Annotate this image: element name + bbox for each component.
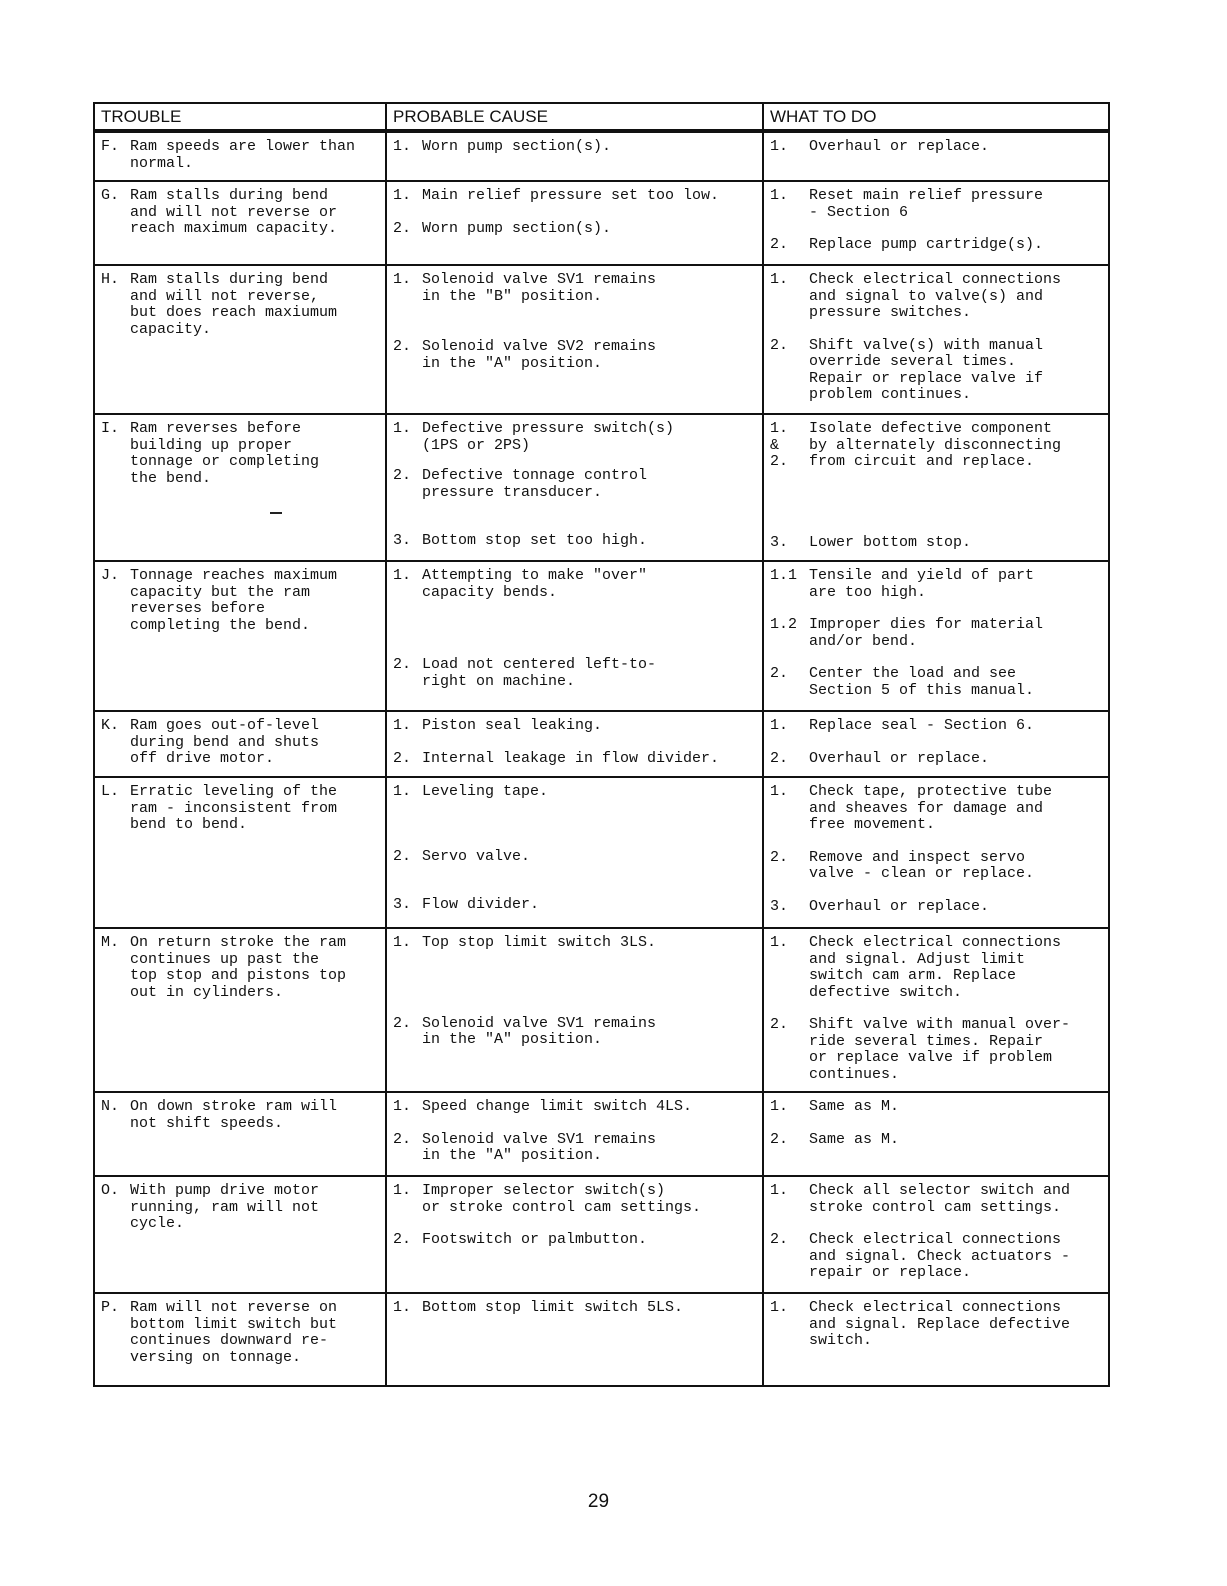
trouble-text: Ram reverses before building up proper tonnage or completing the bend.: [130, 420, 320, 487]
trouble-letter: N.: [101, 1098, 120, 1115]
action-number: 1.: [770, 271, 789, 288]
action-item: [770, 718, 1104, 735]
trouble-cell: [94, 561, 386, 711]
trouble-text: Ram stalls during bend and will not reverse, but does reach maxiumum capacity.: [130, 271, 338, 338]
trouble-cell: [94, 181, 386, 265]
cause-item: [393, 1232, 758, 1249]
trouble-letter: P.: [101, 1299, 120, 1316]
action-item: [770, 666, 1104, 699]
cause-number: 3.: [393, 532, 412, 549]
action-item: [770, 1183, 1104, 1216]
action-text: Check electrical connections and signal. Check actuators - repair or replace.: [809, 1231, 1071, 1281]
what-to-do-cell: [763, 131, 1109, 181]
action-text: Check electrical connections and signal. Replace defective switch.: [809, 1299, 1071, 1349]
cause-item: [393, 1132, 758, 1165]
cause-text: Solenoid valve SV1 remains in the "A" position.: [422, 1130, 657, 1164]
cause-item: [393, 718, 758, 735]
action-text: Overhaul or replace.: [809, 897, 990, 915]
table-row: [94, 1176, 1109, 1293]
action-number: 1.: [770, 717, 789, 734]
action-number: 1.: [770, 187, 789, 204]
cause-number: 2.: [393, 749, 412, 767]
action-number: 1.: [770, 934, 789, 951]
table-row: [94, 561, 1109, 711]
cause-number: 1.: [393, 420, 412, 437]
cause-number: 3.: [393, 896, 412, 913]
what-to-do-cell: [763, 777, 1109, 928]
what-to-do-cell: [763, 561, 1109, 711]
cause-number: 1.: [393, 567, 412, 584]
cause-number: 2.: [393, 847, 412, 865]
action-item: [770, 421, 1104, 471]
cause-text: Improper selector switch(s) or stroke control cam settings.: [422, 1182, 702, 1216]
trouble-letter: O.: [101, 1182, 120, 1199]
cause-text: Piston seal leaking.: [422, 717, 603, 734]
cause-text: Solenoid valve SV2 remains in the "A" position.: [422, 338, 657, 372]
cause-item: [393, 468, 758, 501]
action-text: Lower bottom stop.: [809, 533, 972, 551]
cause-text: Solenoid valve SV1 remains in the "B" position.: [422, 271, 657, 305]
cause-text: Load not centered left-to- right on machine.: [422, 656, 657, 690]
action-text: Isolate defective component by alternately disconnecting from circuit and replace.: [809, 420, 1062, 470]
trouble-cell: [94, 711, 386, 777]
trouble-letter: K.: [101, 717, 120, 734]
what-to-do-cell: [763, 1092, 1109, 1176]
cause-item: [393, 272, 758, 305]
trouble-text: On down stroke ram will not shift speeds.: [130, 1098, 338, 1132]
action-text: Check electrical connections and signal to valve(s) and pressure switches.: [809, 271, 1062, 321]
action-number: 1.: [770, 783, 789, 800]
probable-cause-cell: [386, 1176, 763, 1293]
probable-cause-cell: [386, 1092, 763, 1176]
troubleshooting-table: [93, 102, 1110, 1387]
table-header-row: [94, 103, 1109, 131]
probable-cause-cell: [386, 414, 763, 561]
action-item: [770, 1132, 1104, 1149]
cause-number: 2.: [393, 1231, 412, 1248]
header-trouble: TROUBLE: [94, 103, 386, 131]
probable-cause-cell: [386, 181, 763, 265]
cause-item: [393, 897, 758, 914]
trouble-cell: [94, 928, 386, 1092]
action-text: Check all selector switch and stroke control cam settings.: [809, 1182, 1071, 1216]
cause-number: 1.: [393, 934, 412, 951]
action-item: [770, 784, 1104, 834]
cause-text: Bottom stop limit switch 5LS.: [422, 1299, 684, 1316]
action-item: [770, 899, 1104, 916]
cause-number: 2.: [393, 219, 412, 237]
probable-cause-cell: [386, 928, 763, 1092]
action-number: 2.: [770, 1231, 789, 1248]
what-to-do-cell: [763, 928, 1109, 1092]
cause-text: Bottom stop set too high.: [422, 532, 648, 549]
trouble-text: Ram will not reverse on bottom limit switch but continues downward re- versing on tonnage.: [130, 1299, 338, 1366]
cause-item: [393, 1300, 758, 1317]
trouble-cell: [94, 265, 386, 414]
action-number: 1.2: [770, 616, 798, 633]
action-number: 2.: [770, 848, 789, 866]
action-number: 1.: [770, 1182, 789, 1199]
trouble-letter: F.: [101, 138, 120, 155]
trouble-text: With pump drive motor running, ram will not cycle.: [130, 1182, 320, 1232]
action-item: [770, 1099, 1104, 1116]
cause-item: [393, 221, 758, 238]
action-number: 2.: [770, 1016, 789, 1033]
cause-item: [393, 1183, 758, 1216]
action-number: 2.: [770, 665, 789, 682]
cause-text: Top stop limit switch 3LS.: [422, 934, 657, 951]
action-text: Remove and inspect servo valve - clean or replace.: [809, 848, 1035, 882]
action-item: [770, 338, 1104, 404]
action-text: Shift valve(s) with manual override several times. Repair or replace valve if problem continues.: [809, 336, 1044, 403]
action-number: 2.: [770, 749, 789, 767]
trouble-text: Ram speeds are lower than normal.: [130, 138, 356, 172]
cause-number: 2.: [393, 467, 412, 484]
cause-number: 1.: [393, 717, 412, 734]
action-item: [770, 188, 1104, 221]
cause-number: 1.: [393, 1098, 412, 1115]
action-item: [770, 568, 1104, 601]
action-text: Shift valve with manual over- ride several times. Repair or replace valve if problem continues.: [809, 1016, 1071, 1083]
cause-item: [393, 935, 758, 952]
probable-cause-cell: [386, 265, 763, 414]
trouble-cell: [94, 414, 386, 561]
probable-cause-cell: [386, 1293, 763, 1386]
action-item: [770, 935, 1104, 1001]
action-number: 3.: [770, 533, 789, 551]
trouble-letter: I.: [101, 420, 120, 437]
cause-item: [393, 657, 758, 690]
table-row: [94, 131, 1109, 181]
trouble-text: Erratic leveling of the ram - inconsistent from bend to bend.: [130, 783, 338, 833]
what-to-do-cell: [763, 1176, 1109, 1293]
cause-number: 2.: [393, 656, 412, 673]
action-item: [770, 1017, 1104, 1083]
cause-item: [393, 784, 758, 801]
cause-text: Defective tonnage control pressure transducer.: [422, 467, 648, 501]
action-text: Reset main relief pressure - Section 6: [809, 187, 1044, 221]
cause-number: 2.: [393, 1130, 412, 1148]
action-number: 2.: [770, 336, 789, 354]
cause-text: Attempting to make "over" capacity bends.: [422, 567, 648, 601]
what-to-do-cell: [763, 181, 1109, 265]
cause-text: Worn pump section(s).: [422, 219, 612, 237]
action-number: 1. & 2.: [770, 420, 789, 470]
what-to-do-cell: [763, 414, 1109, 561]
action-text: Same as M.: [809, 1130, 900, 1148]
action-item: [770, 850, 1104, 883]
what-to-do-cell: [763, 265, 1109, 414]
trouble-cell: [94, 131, 386, 181]
what-to-do-cell: [763, 1293, 1109, 1386]
cause-text: Servo valve.: [422, 847, 531, 865]
action-text: Same as M.: [809, 1098, 900, 1115]
table-row: [94, 928, 1109, 1092]
action-text: Overhaul or replace.: [809, 138, 990, 155]
cause-number: 1.: [393, 783, 412, 800]
trouble-letter: L.: [101, 783, 120, 800]
action-text: Tensile and yield of part are too high.: [809, 567, 1035, 601]
probable-cause-cell: [386, 711, 763, 777]
header-what-to-do: WHAT TO DO: [763, 103, 1109, 131]
cause-item: [393, 139, 758, 156]
action-item: [770, 751, 1104, 768]
trouble-text: Tonnage reaches maximum capacity but the ram reverses before completing the bend.: [130, 567, 338, 634]
trouble-letter: M.: [101, 934, 120, 951]
cause-text: Speed change limit switch 4LS.: [422, 1098, 693, 1115]
action-number: 2.: [770, 1130, 789, 1148]
cause-number: 1.: [393, 1182, 412, 1199]
action-text: Check tape, protective tube and sheaves for damage and free movement.: [809, 783, 1053, 833]
cause-text: Solenoid valve SV1 remains in the "A" position.: [422, 1014, 657, 1048]
action-number: 1.: [770, 1098, 789, 1115]
cause-item: [393, 339, 758, 372]
cause-number: 2.: [393, 1014, 412, 1032]
table-row: [94, 1293, 1109, 1386]
action-item: [770, 272, 1104, 322]
action-item: [770, 1232, 1104, 1282]
trouble-cell: [94, 1176, 386, 1293]
table-row: [94, 711, 1109, 777]
trouble-cell: [94, 1293, 386, 1386]
probable-cause-cell: [386, 777, 763, 928]
action-item: [770, 535, 1104, 552]
page-number: 29: [587, 1491, 610, 1512]
cause-item: [393, 568, 758, 601]
table-row: [94, 777, 1109, 928]
action-text: Check electrical connections and signal. Adjust limit switch cam arm. Replace defective switch.: [809, 934, 1062, 1001]
cause-item: [393, 849, 758, 866]
cause-text: Leveling tape.: [422, 783, 549, 800]
table-row: [94, 181, 1109, 265]
cause-text: Footswitch or palmbutton.: [422, 1231, 648, 1248]
action-text: Overhaul or replace.: [809, 749, 990, 767]
action-item: [770, 237, 1104, 254]
table-row: [94, 1092, 1109, 1176]
action-text: Improper dies for material and/or bend.: [809, 616, 1044, 650]
cause-text: Worn pump section(s).: [422, 138, 612, 155]
action-number: 1.1: [770, 567, 798, 584]
table-row: [94, 265, 1109, 414]
trouble-text: Ram stalls during bend and will not reverse or reach maximum capacity.: [130, 187, 338, 237]
trouble-cell: [94, 1092, 386, 1176]
cause-number: 2.: [393, 338, 412, 355]
trouble-letter: H.: [101, 271, 120, 288]
cause-item: [393, 421, 758, 454]
action-item: [770, 617, 1104, 650]
header-probable-cause: PROBABLE CAUSE: [386, 103, 763, 131]
cause-number: 1.: [393, 138, 412, 155]
cause-item: [393, 751, 758, 768]
cause-item: [393, 1016, 758, 1049]
cause-text: Defective pressure switch(s) (1PS or 2PS): [422, 420, 675, 454]
cause-number: 1.: [393, 1299, 412, 1316]
cause-text: Flow divider.: [422, 896, 540, 913]
action-text: Center the load and see Section 5 of this manual.: [809, 665, 1035, 699]
action-item: [770, 139, 1104, 156]
cause-item: [393, 1099, 758, 1116]
action-number: 2.: [770, 236, 789, 253]
action-text: Replace pump cartridge(s).: [809, 236, 1044, 253]
action-number: 3.: [770, 897, 789, 915]
trouble-text: Ram goes out-of-level during bend and shuts off drive motor.: [130, 717, 320, 767]
probable-cause-cell: [386, 561, 763, 711]
what-to-do-cell: [763, 711, 1109, 777]
cause-number: 1.: [393, 271, 412, 288]
action-number: 1.: [770, 138, 789, 155]
trouble-text: On return stroke the ram continues up past the top stop and pistons top out in cylinders.: [130, 934, 347, 1001]
cause-text: Main relief pressure set too low.: [422, 187, 720, 204]
trouble-letter: J.: [101, 567, 120, 584]
cause-number: 1.: [393, 187, 412, 204]
action-number: 1.: [770, 1299, 789, 1316]
trouble-letter: G.: [101, 187, 120, 204]
stray-dash-mark: [270, 512, 282, 514]
table-row: [94, 414, 1109, 561]
cause-text: Internal leakage in flow divider.: [422, 749, 720, 767]
probable-cause-cell: [386, 131, 763, 181]
action-text: Replace seal - Section 6.: [809, 717, 1035, 734]
trouble-cell: [94, 777, 386, 928]
cause-item: [393, 188, 758, 205]
table-body: [94, 131, 1109, 1386]
cause-item: [393, 533, 758, 550]
action-item: [770, 1300, 1104, 1350]
